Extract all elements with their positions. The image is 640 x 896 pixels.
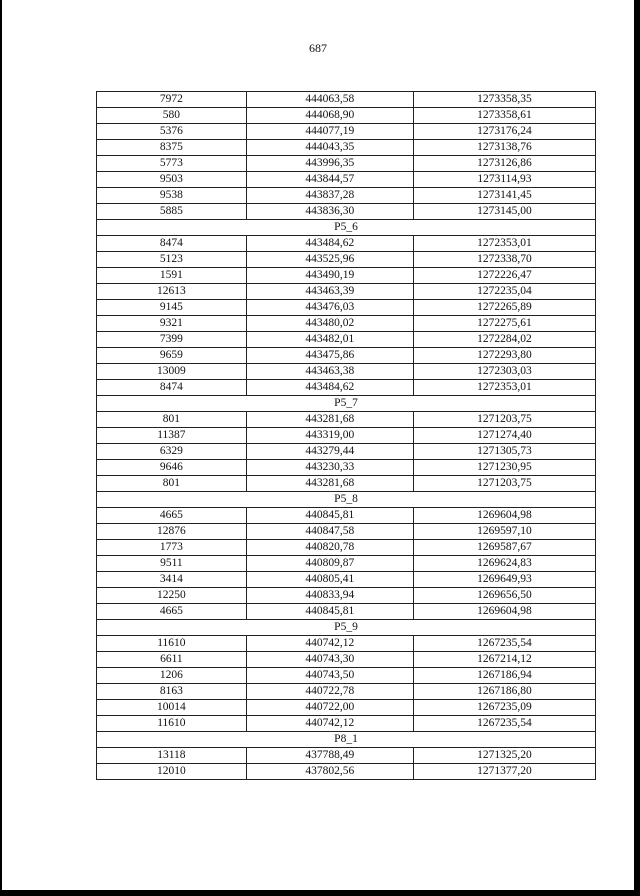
x-coordinate-cell: 443484,62 — [246, 380, 413, 396]
table-row — [97, 636, 596, 652]
y-coordinate-cell: 1271230,95 — [413, 460, 595, 476]
section-header-row — [97, 220, 596, 236]
x-coordinate-cell: 443463,39 — [246, 284, 413, 300]
x-coordinate-cell: 443844,57 — [246, 172, 413, 188]
y-coordinate-cell: 1267235,54 — [413, 716, 595, 732]
table-row — [97, 380, 596, 396]
x-coordinate-cell: 443230,33 — [246, 460, 413, 476]
x-coordinate-cell: 437802,56 — [246, 764, 413, 780]
point-id-cell: 9511 — [97, 556, 247, 572]
x-coordinate-cell: 443836,30 — [246, 204, 413, 220]
table-row — [97, 348, 596, 364]
table-row — [97, 700, 596, 716]
x-coordinate-cell: 443319,00 — [246, 428, 413, 444]
point-id-cell: 7399 — [97, 332, 247, 348]
point-id-cell: 3414 — [97, 572, 247, 588]
point-id-cell: 5885 — [97, 204, 247, 220]
point-id-cell: 4665 — [97, 604, 247, 620]
y-coordinate-cell: 1272353,01 — [413, 236, 595, 252]
y-coordinate-cell: 1269587,67 — [413, 540, 595, 556]
x-coordinate-cell: 440845,81 — [246, 604, 413, 620]
point-id-cell: 11387 — [97, 428, 247, 444]
table-row — [97, 604, 596, 620]
x-coordinate-cell: 444077,19 — [246, 124, 413, 140]
point-id-cell: 1591 — [97, 268, 247, 284]
x-coordinate-cell: 440833,94 — [246, 588, 413, 604]
y-coordinate-cell: 1271203,75 — [413, 412, 595, 428]
x-coordinate-cell: 440805,41 — [246, 572, 413, 588]
table-row — [97, 412, 596, 428]
x-coordinate-cell: 443476,03 — [246, 300, 413, 316]
y-coordinate-cell: 1267186,94 — [413, 668, 595, 684]
section-header-row — [97, 396, 596, 412]
section-label: P5_9 — [97, 620, 596, 636]
x-coordinate-cell: 443281,68 — [246, 412, 413, 428]
point-id-cell: 7972 — [97, 92, 247, 108]
point-id-cell: 5123 — [97, 252, 247, 268]
point-id-cell: 9646 — [97, 460, 247, 476]
y-coordinate-cell: 1273114,93 — [413, 172, 595, 188]
x-coordinate-cell: 440722,78 — [246, 684, 413, 700]
y-coordinate-cell: 1269624,83 — [413, 556, 595, 572]
point-id-cell: 9503 — [97, 172, 247, 188]
x-coordinate-cell: 443837,28 — [246, 188, 413, 204]
x-coordinate-cell: 444068,90 — [246, 108, 413, 124]
point-id-cell: 1206 — [97, 668, 247, 684]
y-coordinate-cell: 1269604,98 — [413, 508, 595, 524]
y-coordinate-cell: 1271325,20 — [413, 748, 595, 764]
section-header-row — [97, 620, 596, 636]
y-coordinate-cell: 1272235,04 — [413, 284, 595, 300]
y-coordinate-cell: 1271203,75 — [413, 476, 595, 492]
point-id-cell: 12010 — [97, 764, 247, 780]
y-coordinate-cell: 1271377,20 — [413, 764, 595, 780]
table-row — [97, 476, 596, 492]
point-id-cell: 6611 — [97, 652, 247, 668]
section-label: P5_6 — [97, 220, 596, 236]
table-row — [97, 156, 596, 172]
y-coordinate-cell: 1272303,03 — [413, 364, 595, 380]
y-coordinate-cell: 1267235,54 — [413, 636, 595, 652]
y-coordinate-cell: 1272293,80 — [413, 348, 595, 364]
table-row — [97, 540, 596, 556]
point-id-cell: 6329 — [97, 444, 247, 460]
table-row — [97, 556, 596, 572]
table-row — [97, 572, 596, 588]
point-id-cell: 12876 — [97, 524, 247, 540]
point-id-cell: 8474 — [97, 380, 247, 396]
point-id-cell: 8474 — [97, 236, 247, 252]
table-row — [97, 748, 596, 764]
table-row — [97, 684, 596, 700]
point-id-cell: 8375 — [97, 140, 247, 156]
point-id-cell: 12613 — [97, 284, 247, 300]
y-coordinate-cell: 1269604,98 — [413, 604, 595, 620]
point-id-cell: 10014 — [97, 700, 247, 716]
point-id-cell: 9659 — [97, 348, 247, 364]
y-coordinate-cell: 1271305,73 — [413, 444, 595, 460]
point-id-cell: 5376 — [97, 124, 247, 140]
x-coordinate-cell: 443484,62 — [246, 236, 413, 252]
y-coordinate-cell: 1267214,12 — [413, 652, 595, 668]
x-coordinate-cell: 443996,35 — [246, 156, 413, 172]
point-id-cell: 11610 — [97, 716, 247, 732]
point-id-cell: 9538 — [97, 188, 247, 204]
point-id-cell: 13009 — [97, 364, 247, 380]
section-header-row — [97, 492, 596, 508]
y-coordinate-cell: 1273138,76 — [413, 140, 595, 156]
point-id-cell: 8163 — [97, 684, 247, 700]
y-coordinate-cell: 1272338,70 — [413, 252, 595, 268]
y-coordinate-cell: 1272226,47 — [413, 268, 595, 284]
table-row — [97, 668, 596, 684]
y-coordinate-cell: 1272284,02 — [413, 332, 595, 348]
table-row — [97, 460, 596, 476]
x-coordinate-cell: 437788,49 — [246, 748, 413, 764]
y-coordinate-cell: 1272265,89 — [413, 300, 595, 316]
y-coordinate-cell: 1273358,61 — [413, 108, 595, 124]
point-id-cell: 801 — [97, 476, 247, 492]
coordinates-table-body — [97, 92, 596, 780]
x-coordinate-cell: 440742,12 — [246, 636, 413, 652]
section-label: P8_1 — [97, 732, 596, 748]
y-coordinate-cell: 1272353,01 — [413, 380, 595, 396]
x-coordinate-cell: 440743,50 — [246, 668, 413, 684]
y-coordinate-cell: 1267186,80 — [413, 684, 595, 700]
point-id-cell: 801 — [97, 412, 247, 428]
point-id-cell: 5773 — [97, 156, 247, 172]
table-row — [97, 716, 596, 732]
y-coordinate-cell: 1273145,00 — [413, 204, 595, 220]
y-coordinate-cell: 1273126,86 — [413, 156, 595, 172]
coordinates-table-container — [96, 91, 596, 780]
table-row — [97, 428, 596, 444]
document-page — [2, 0, 634, 890]
x-coordinate-cell: 440845,81 — [246, 508, 413, 524]
point-id-cell: 4665 — [97, 508, 247, 524]
table-row — [97, 444, 596, 460]
x-coordinate-cell: 440809,87 — [246, 556, 413, 572]
x-coordinate-cell: 440722,00 — [246, 700, 413, 716]
x-coordinate-cell: 443490,19 — [246, 268, 413, 284]
x-coordinate-cell: 444043,35 — [246, 140, 413, 156]
y-coordinate-cell: 1273176,24 — [413, 124, 595, 140]
y-coordinate-cell: 1269649,93 — [413, 572, 595, 588]
table-row — [97, 316, 596, 332]
x-coordinate-cell: 443279,44 — [246, 444, 413, 460]
x-coordinate-cell: 440742,12 — [246, 716, 413, 732]
coordinates-table — [96, 91, 596, 780]
table-row — [97, 588, 596, 604]
page-number: 687 — [309, 41, 327, 55]
table-row — [97, 652, 596, 668]
y-coordinate-cell: 1273358,35 — [413, 92, 595, 108]
y-coordinate-cell: 1271274,40 — [413, 428, 595, 444]
y-coordinate-cell: 1272275,61 — [413, 316, 595, 332]
y-coordinate-cell: 1269597,10 — [413, 524, 595, 540]
x-coordinate-cell: 444063,58 — [246, 92, 413, 108]
table-row — [97, 300, 596, 316]
table-row — [97, 140, 596, 156]
table-row — [97, 108, 596, 124]
point-id-cell: 9321 — [97, 316, 247, 332]
table-row — [97, 364, 596, 380]
table-row — [97, 284, 596, 300]
x-coordinate-cell: 443525,96 — [246, 252, 413, 268]
point-id-cell: 9145 — [97, 300, 247, 316]
x-coordinate-cell: 443482,01 — [246, 332, 413, 348]
section-label: P5_7 — [97, 396, 596, 412]
point-id-cell: 580 — [97, 108, 247, 124]
table-row — [97, 188, 596, 204]
point-id-cell: 13118 — [97, 748, 247, 764]
x-coordinate-cell: 440743,30 — [246, 652, 413, 668]
section-label: P5_8 — [97, 492, 596, 508]
table-row — [97, 252, 596, 268]
table-row — [97, 508, 596, 524]
table-row — [97, 236, 596, 252]
x-coordinate-cell: 443475,86 — [246, 348, 413, 364]
y-coordinate-cell: 1273141,45 — [413, 188, 595, 204]
table-row — [97, 92, 596, 108]
x-coordinate-cell: 443463,38 — [246, 364, 413, 380]
y-coordinate-cell: 1267235,09 — [413, 700, 595, 716]
y-coordinate-cell: 1269656,50 — [413, 588, 595, 604]
table-row — [97, 764, 596, 780]
table-row — [97, 332, 596, 348]
table-row — [97, 204, 596, 220]
table-row — [97, 172, 596, 188]
point-id-cell: 1773 — [97, 540, 247, 556]
point-id-cell: 11610 — [97, 636, 247, 652]
table-row — [97, 268, 596, 284]
table-row — [97, 124, 596, 140]
table-row — [97, 524, 596, 540]
section-header-row — [97, 732, 596, 748]
x-coordinate-cell: 443480,02 — [246, 316, 413, 332]
x-coordinate-cell: 440820,78 — [246, 540, 413, 556]
point-id-cell: 12250 — [97, 588, 247, 604]
x-coordinate-cell: 440847,58 — [246, 524, 413, 540]
x-coordinate-cell: 443281,68 — [246, 476, 413, 492]
